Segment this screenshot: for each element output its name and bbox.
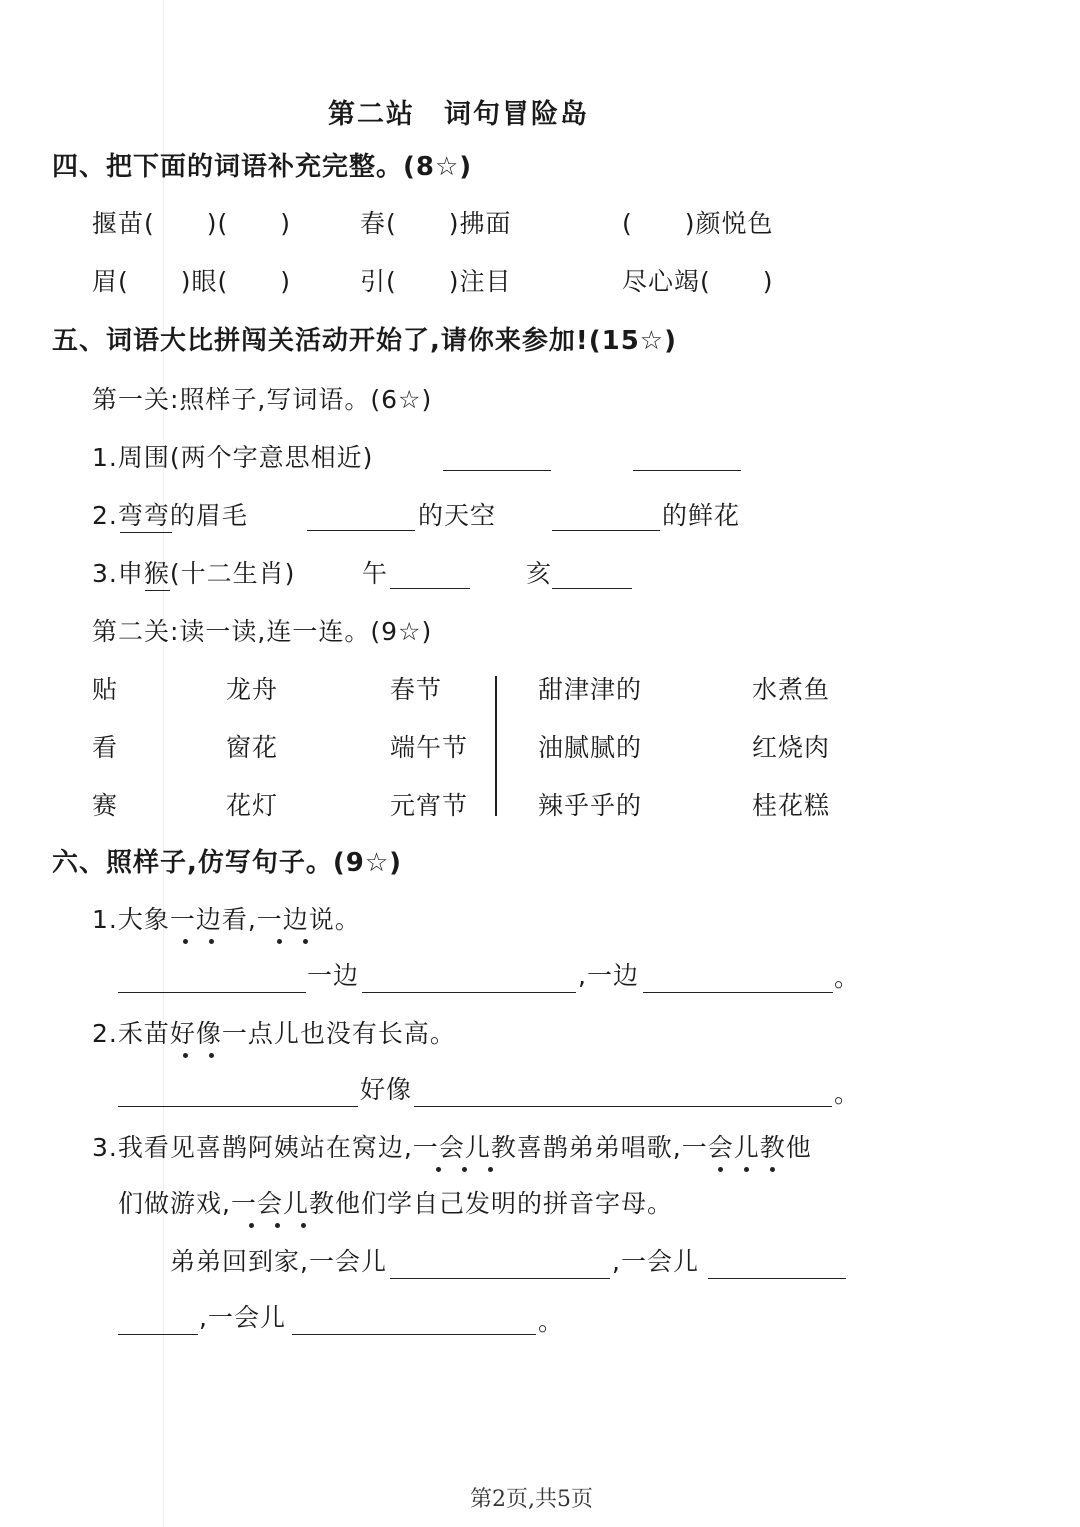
- match-item[interactable]: 花灯: [226, 791, 279, 820]
- emphasis-dot: [770, 1167, 775, 1172]
- example-underline: [120, 532, 172, 533]
- idiom-blank-3: ( )颜悦色: [622, 209, 774, 238]
- divider-line: [495, 676, 497, 816]
- level-1-q2-end: 的鲜花: [662, 501, 741, 530]
- answer-line[interactable]: [633, 470, 741, 471]
- match-item[interactable]: 窗花: [226, 733, 279, 762]
- match-item[interactable]: 油腻腻的: [538, 733, 643, 762]
- sentence-example-3-line1: 3.我看见喜鹊阿姨站在窝边,一会儿教喜鹊弟弟唱歌,一会儿教他: [92, 1133, 812, 1162]
- emphasis-dot: [303, 939, 308, 944]
- match-item[interactable]: 水煮鱼: [752, 675, 831, 704]
- match-item[interactable]: 赛: [92, 791, 119, 820]
- answer-line[interactable]: [118, 1106, 358, 1107]
- level-1-q3-b: 亥: [526, 559, 553, 588]
- answer-line[interactable]: [118, 1334, 198, 1335]
- level-1-q3: 3.申猴(十二生肖): [92, 559, 296, 588]
- answer-line[interactable]: [292, 1334, 536, 1335]
- sentence-word: 好像: [360, 1075, 413, 1104]
- match-item[interactable]: 元宵节: [390, 791, 469, 820]
- answer-line[interactable]: [643, 992, 833, 993]
- emphasis-dot: [275, 1223, 280, 1228]
- level-2-heading: 第二关:读一读,连一连。(9☆): [92, 617, 433, 646]
- sentence-word: 一边: [307, 961, 360, 990]
- answer-line[interactable]: [390, 1278, 610, 1279]
- match-item[interactable]: 贴: [92, 675, 119, 704]
- idiom-blank-4: 眉( )眼( ): [92, 267, 292, 296]
- sentence-word: ,一会儿: [612, 1247, 699, 1276]
- level-1-q2-mid: 的天空: [418, 501, 497, 530]
- match-item[interactable]: 端午节: [390, 733, 469, 762]
- sentence-example-3-line2: 们做游戏,一会儿教他们学自己发明的拼音字母。: [118, 1189, 673, 1218]
- level-1-q1: 1.周围(两个字意思相近): [92, 443, 374, 472]
- sentence-end: 。: [834, 963, 861, 992]
- answer-line[interactable]: [307, 530, 415, 531]
- match-item[interactable]: 红烧肉: [752, 733, 831, 762]
- emphasis-dot: [718, 1167, 723, 1172]
- idiom-blank-6: 尽心竭( ): [622, 267, 774, 296]
- answer-line[interactable]: [118, 992, 306, 993]
- section-4-heading: 四、把下面的词语补充完整。(8☆): [52, 152, 473, 182]
- match-item[interactable]: 春节: [390, 675, 443, 704]
- example-underline: [145, 590, 170, 591]
- sentence-word: ,一会儿: [199, 1303, 286, 1332]
- level-1-q2: 2.弯弯的眉毛: [92, 501, 248, 530]
- sentence-answer-prefix: 弟弟回到家,一会儿: [170, 1247, 387, 1276]
- section-5-heading: 五、词语大比拼闯关活动开始了,请你来参加!(15☆): [52, 326, 677, 356]
- sentence-end: 。: [538, 1307, 565, 1336]
- page-title: 第二站 词句冒险岛: [328, 99, 589, 130]
- answer-line[interactable]: [390, 588, 470, 589]
- sentence-word: ,一边: [578, 961, 639, 990]
- sentence-example-1: 1.大象一边看,一边说。: [92, 905, 361, 934]
- level-1-q3-a: 午: [362, 559, 389, 588]
- emphasis-dot: [301, 1223, 306, 1228]
- emphasis-dot: [436, 1167, 441, 1172]
- page-footer: 第2页,共5页: [470, 1487, 593, 1512]
- match-item[interactable]: 看: [92, 733, 119, 762]
- answer-line[interactable]: [362, 992, 576, 993]
- answer-line[interactable]: [414, 1106, 832, 1107]
- level-1-heading: 第一关:照样子,写词语。(6☆): [92, 385, 433, 414]
- emphasis-dot: [183, 1053, 188, 1058]
- idiom-blank-1: 揠苗( )( ): [92, 209, 292, 238]
- answer-line[interactable]: [443, 470, 551, 471]
- emphasis-dot: [488, 1167, 493, 1172]
- emphasis-dot: [183, 939, 188, 944]
- emphasis-dot: [249, 1223, 254, 1228]
- match-item[interactable]: 龙舟: [226, 675, 279, 704]
- match-item[interactable]: 甜津津的: [538, 675, 643, 704]
- emphasis-dot: [744, 1167, 749, 1172]
- idiom-blank-5: 引( )注目: [360, 267, 512, 296]
- emphasis-dot: [462, 1167, 467, 1172]
- idiom-blank-2: 春( )拂面: [360, 209, 512, 238]
- sentence-end: 。: [834, 1079, 861, 1108]
- emphasis-dot: [209, 1053, 214, 1058]
- sentence-example-2: 2.禾苗好像一点儿也没有长高。: [92, 1019, 456, 1048]
- answer-line[interactable]: [552, 530, 660, 531]
- emphasis-dot: [277, 939, 282, 944]
- match-item[interactable]: 桂花糕: [752, 791, 831, 820]
- answer-line[interactable]: [708, 1278, 846, 1279]
- match-item[interactable]: 辣乎乎的: [538, 791, 643, 820]
- emphasis-dot: [209, 939, 214, 944]
- answer-line[interactable]: [552, 588, 632, 589]
- section-6-heading: 六、照样子,仿写句子。(9☆): [52, 848, 403, 878]
